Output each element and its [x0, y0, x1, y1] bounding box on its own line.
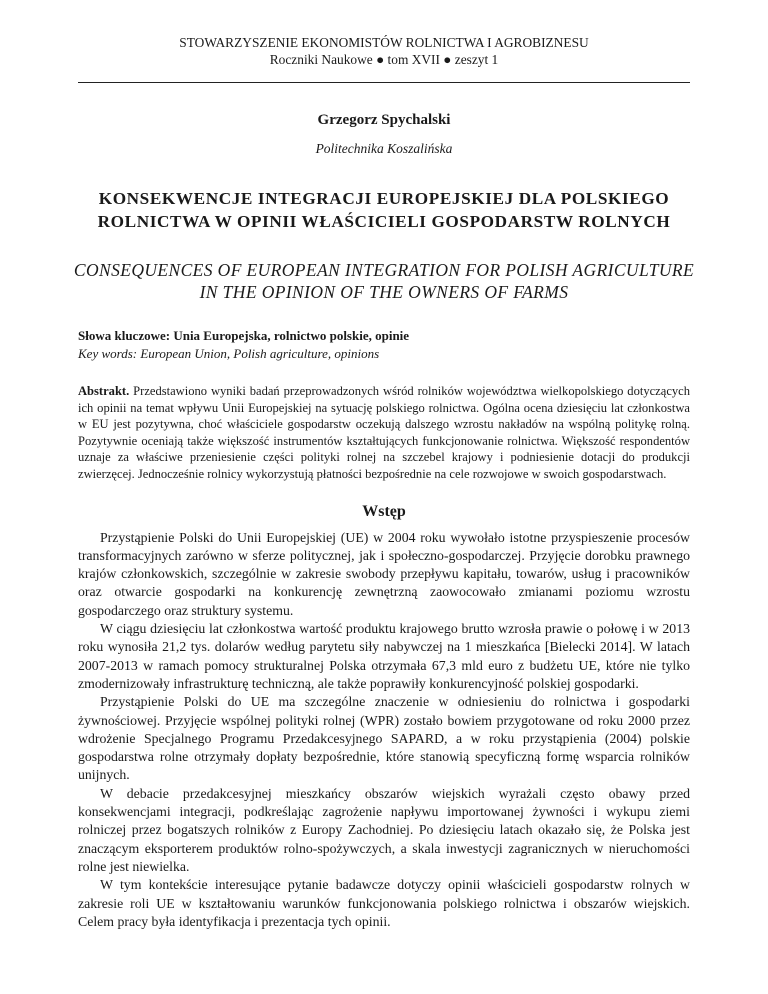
- author-affiliation: Politechnika Koszalińska: [315, 141, 453, 156]
- paragraph: Przystąpienie Polski do UE ma szczególne znaczenie w odniesieniu do rolnictwa i gospodarki żywnościowej. Przyjęcie wspólnej polityki rolnej (WPR) zostało bowiem przygotowane od roku 2000 przez wdrożenie Specjalnego Programu Przedakcesyjnego SAPARD, a w roku przystąpienia (2004) polskie gospodarstwa rolne otrzymały dopłaty bezpośrednie, które stanowią specyficzną formę wsparcia rolników unijnych.: [78, 694, 690, 783]
- body-text: [78, 529, 690, 932]
- header-rule: [78, 82, 690, 83]
- paragraph: W debacie przedakcesyjnej mieszkańcy obszarów wiejskich wyrażali często obawy przed konsekwencjami integracji, podkreślając zagrożenie napływu importowanej żywności i wykupu ziemi rolniczej przez bogatszych rolników z Europy Zachodniej. Po dziesięciu latach okazało się, że Polska jest znaczącym eksporterem produktów rolno-spożywczych, a skala inwestycji zagranicznych w nieruchomości rolne jest niewielka.: [78, 785, 690, 874]
- keywords-polish: Słowa kluczowe: Unia Europejska, rolnictwo polskie, opinie: [78, 328, 410, 343]
- keywords-block: [78, 327, 690, 363]
- abstract-text: Przedstawiono wyniki badań przeprowadzonych wśród rolników województwa wielkopolskiego dotyczących ich opinii na temat wpływu Unii Europejskiej na sytuację polskiego rolnictwa. Ogólna ocena dziesięciu lat członkostwa w EU jest pozytywna, choć właściciele gospodarstw oczekują dalszego wzrostu nakładów na wspólną politykę rolną. Pozytywnie oceniają także większość instrumentów kształtujących funkcjonowanie rolnictwa. Większość respondentów uznaje za właściwe przeniesienie części polityki rolnej na szczebel krajowy i podniesienie dotacji do produkcji zwierzęcej. Jednocześnie rolnicy wykorzystują płatności bezpośrednie na cele rozwojowe w swoich gospodarstwach.: [78, 384, 690, 481]
- keywords-english: Key words: European Union, Polish agriculture, opinions: [78, 346, 380, 361]
- author-name: Grzegorz Spychalski: [317, 112, 451, 128]
- paragraph: W ciągu dziesięciu lat członkostwa wartość produktu krajowego brutto wzrosła prawie o połowę i w 2013 roku wynosiła 21,2 tys. dolarów według parytetu siły nabywczej na 1 mieszkańca [Bielecki 2014]. W latach 2007-2013 w ramach pomocy strukturalnej Polska otrzymała 67,3 mld euro z budżetu UE, które nie tylko zmodernizowały infrastrukturę techniczną, ale także poprawiły konkurencyjność polskiej gospodarki.: [78, 621, 690, 691]
- running-header: [0, 0, 768, 68]
- abstract-label: Abstrakt.: [78, 384, 130, 398]
- paragraph: W tym kontekście interesujące pytanie badawcze dotyczy opinii właścicieli gospodarstw rolnych w zakresie roli UE w kształtowaniu warunków funkcjonowania polskiego rolnictwa i obszarów wiejskich. Celem pracy była identyfikacja i prezentacja tych opinii.: [78, 877, 690, 929]
- section-title: Wstęp: [362, 502, 406, 520]
- journal-info: Roczniki Naukowe ● tom XVII ● zeszyt 1: [269, 52, 499, 67]
- abstract: [78, 383, 690, 483]
- title-polish: KONSEKWENCJE INTEGRACJI EUROPEJSKIEJ DLA POLSKIEGO ROLNICTWA W OPINII WŁAŚCICIELI GOSPODARSTW ROLNYCH: [97, 189, 671, 231]
- society-name: STOWARZYSZENIE EKONOMISTÓW ROLNICTWA I AGROBIZNESU: [179, 35, 589, 50]
- title-english: CONSEQUENCES OF EUROPEAN INTEGRATION FOR POLISH AGRICULTURE IN THE OPINION OF THE OWNERS OF FARMS: [73, 260, 695, 302]
- paragraph: Przystąpienie Polski do Unii Europejskiej (UE) w 2004 roku wywołało istotne przyspieszenie procesów transformacyjnych zarówno w sferze politycznej, jak i społeczno-gospodarczej. Przyjęcie dorobku prawnego krajów członkowskich, szczególnie w zakresie swobody przepływu kapitału, towarów, usług i pracowników oraz otwarcie gospodarki na konkurencję zewnętrzną zaowocowało zmianami poziomu wzrostu gospodarczego oraz struktury systemu.: [78, 529, 690, 618]
